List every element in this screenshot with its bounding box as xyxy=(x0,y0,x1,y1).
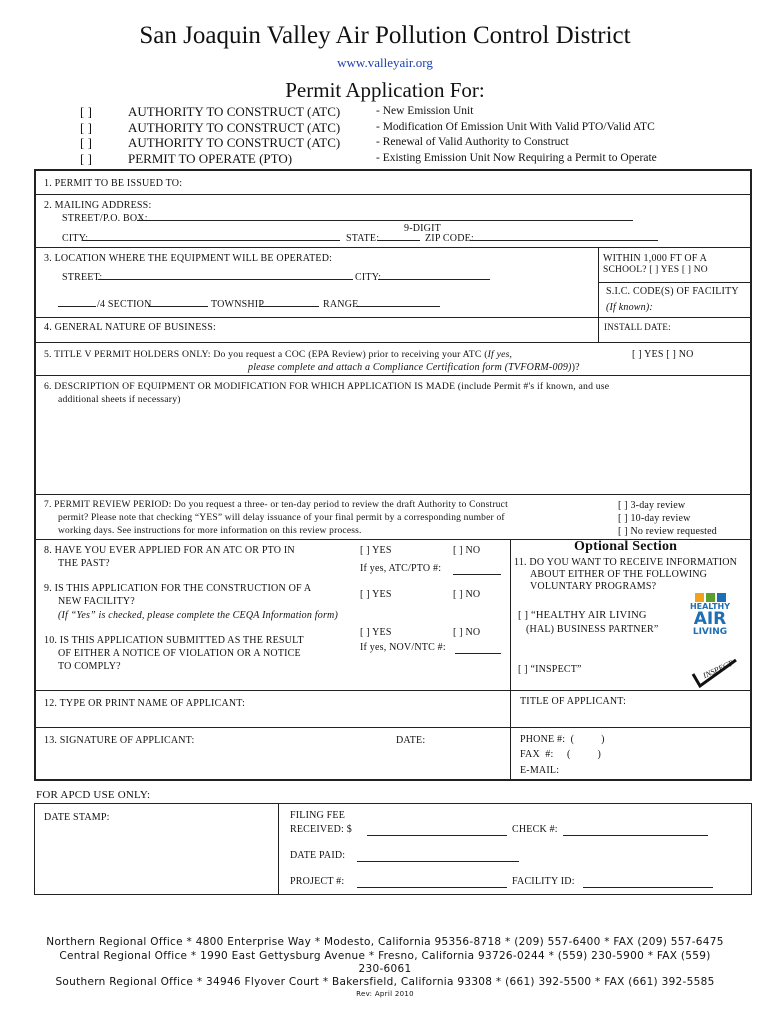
s4-install-date: INSTALL DATE: xyxy=(604,322,671,332)
s7-opt-3day[interactable]: [ ] 3-day review xyxy=(618,500,686,511)
s8-yes[interactable]: [ ] YES xyxy=(360,545,392,556)
apcd-box xyxy=(34,803,752,895)
optional-line1: 11. DO YOU WANT TO RECEIVE INFORMATION xyxy=(514,557,738,568)
s4-label: 4. GENERAL NATURE OF BUSINESS: xyxy=(44,322,217,333)
apcd-date-paid-field[interactable] xyxy=(357,861,519,862)
apcd-project: PROJECT #: xyxy=(290,876,345,887)
s2-state-label: STATE: xyxy=(346,233,380,244)
s10-if-yes: If yes, NOV/NTC #: xyxy=(360,642,446,653)
s3-city-label: CITY: xyxy=(355,272,382,283)
s2-zip-label: ZIP CODE: xyxy=(425,233,474,244)
app-type-row[interactable] xyxy=(80,104,657,120)
s13-phone[interactable]: PHONE #: ( ) xyxy=(520,734,605,745)
district-title: San Joaquin Valley Air Pollution Control District xyxy=(139,22,631,49)
s2-street-label: STREET/P.O. BOX: xyxy=(62,213,148,224)
s3-section-field[interactable] xyxy=(148,306,208,307)
s3-city-field[interactable] xyxy=(378,279,490,280)
s3-range-label: RANGE xyxy=(323,299,359,310)
s7-opt-10day[interactable]: [ ] 10-day review xyxy=(618,513,691,524)
s3-street-field[interactable] xyxy=(98,279,353,280)
optional-hal-checkbox[interactable]: [ ] “HEALTHY AIR LIVING xyxy=(518,610,647,621)
website-link[interactable]: www.valleyair.org xyxy=(337,55,433,70)
s10-line2: OF EITHER A NOTICE OF VIOLATION OR A NOTICE xyxy=(58,648,301,659)
app-type-name: AUTHORITY TO CONSTRUCT (ATC) xyxy=(128,119,341,135)
healthy-air-living-logo xyxy=(686,593,734,645)
s6-description-area[interactable] xyxy=(40,410,746,490)
s10-line1: 10. IS THIS APPLICATION SUBMITTED AS THE RESULT xyxy=(44,635,304,646)
app-type-name: AUTHORITY TO CONSTRUCT (ATC) xyxy=(128,104,341,119)
s7-line2: permit? Please note that checking “YES” will delay issuance of your final permit by a corresponding number of xyxy=(58,513,505,523)
s3-range-field[interactable] xyxy=(356,306,440,307)
apcd-received-field[interactable] xyxy=(367,835,507,836)
logo-icons xyxy=(686,593,734,602)
s3-quarter-field[interactable] xyxy=(58,306,96,307)
s9-note: (If “Yes” is checked, please complete the CEQA Information form) xyxy=(58,610,338,621)
s9-no[interactable]: [ ] NO xyxy=(453,589,481,600)
s6-line1: 6. DESCRIPTION OF EQUIPMENT OR MODIFICATION FOR WHICH APPLICATION IS MADE (include Permit #'s if known, and use xyxy=(44,381,610,392)
app-type-name: PERMIT TO OPERATE (PTO) xyxy=(128,150,293,166)
s5-label xyxy=(44,349,512,360)
s3-township-label: TOWNSHIP xyxy=(211,299,265,310)
checkbox-bracket[interactable]: [ ] xyxy=(80,119,92,135)
s8-atc-number-field[interactable] xyxy=(453,574,501,575)
permit-heading: Permit Application For: xyxy=(285,78,485,102)
s2-zip-top: 9-DIGIT xyxy=(404,223,441,234)
inspect-logo-text: INSPECT xyxy=(701,658,734,681)
s3-township-field[interactable] xyxy=(259,306,319,307)
s3-school-yes-no[interactable]: SCHOOL? [ ] YES [ ] NO xyxy=(603,265,708,275)
s13-label: 13. SIGNATURE OF APPLICANT: xyxy=(44,735,195,746)
s8-line1: 8. HAVE YOU EVER APPLIED FOR AN ATC OR PTO IN xyxy=(44,545,295,556)
inspect-logo xyxy=(690,656,740,690)
s1-label: 1. PERMIT TO BE ISSUED TO: xyxy=(44,178,183,189)
footer-south: Southern Regional Office * 34946 Flyover Court * Bakersfield, California 93308 * (661) 392-5500 * FAX (661) 392-5585 xyxy=(55,976,715,988)
apcd-check: CHECK #: xyxy=(512,824,558,835)
s10-nov-number-field[interactable] xyxy=(455,653,501,654)
app-type-desc: - Existing Emission Unit Now Requiring a Permit to Operate xyxy=(376,151,657,164)
s8-line2: THE PAST? xyxy=(58,558,110,569)
s3-label: 3. LOCATION WHERE THE EQUIPMENT WILL BE OPERATED: xyxy=(44,253,333,264)
app-type-desc: - Renewal of Valid Authority to Construct xyxy=(376,136,569,148)
s10-no[interactable]: [ ] NO xyxy=(453,627,481,638)
s7-line1: 7. PERMIT REVIEW PERIOD: Do you request a three- or ten-day period to review the draft Authority to Construct xyxy=(44,500,508,510)
s8-no[interactable]: [ ] NO xyxy=(453,545,481,556)
s6-line2: additional sheets if necessary) xyxy=(58,394,181,405)
apcd-date-stamp: DATE STAMP: xyxy=(44,812,110,823)
application-type-list xyxy=(80,104,657,166)
s13-fax[interactable]: FAX #: ( ) xyxy=(520,749,602,760)
optional-heading: Optional Section xyxy=(574,539,678,554)
logo-living: LIVING xyxy=(692,627,728,637)
logo-air: AIR xyxy=(693,609,727,629)
s2-state-field[interactable] xyxy=(378,240,420,241)
s2-city-field[interactable] xyxy=(82,240,340,241)
s7-line3: working days. See instructions for more information on this review process. xyxy=(58,526,362,536)
s10-line3: TO COMPLY? xyxy=(58,661,121,672)
app-type-row[interactable] xyxy=(80,151,657,167)
s5-label-italic: If yes, xyxy=(487,349,513,360)
apcd-check-field[interactable] xyxy=(563,835,708,836)
sun-icon xyxy=(695,593,704,602)
app-type-desc: - Modification Of Emission Unit With Valid PTO/Valid ATC xyxy=(376,120,655,133)
app-type-name: AUTHORITY TO CONSTRUCT (ATC) xyxy=(128,135,341,150)
s2-label: 2. MAILING ADDRESS: xyxy=(44,200,152,211)
apcd-received: RECEIVED: $ xyxy=(290,824,352,835)
checkbox-bracket[interactable]: [ ] xyxy=(80,104,92,119)
s2-street-field[interactable] xyxy=(137,220,633,221)
footer-rev: Rev: April 2010 xyxy=(356,990,414,998)
footer-north: Northern Regional Office * 4800 Enterprise Way * Modesto, California 95356-8718 * (209) 557-6400 * FAX (209) 557-6475 xyxy=(46,936,724,948)
s3-school-line1: WITHIN 1,000 FT OF A xyxy=(603,253,708,264)
footer-central: Central Regional Office * 1990 East Gettysburg Avenue * Fresno, California 93726-0244 * (559) 230-5900 * FAX (559) xyxy=(59,950,711,962)
optional-inspect-checkbox[interactable]: [ ] “INSPECT” xyxy=(518,664,582,675)
s5-line2-text: please complete and attach a Compliance Certification form (TVFORM-009) xyxy=(248,362,572,373)
optional-line3: VOLUNTARY PROGRAMS? xyxy=(530,581,657,592)
app-type-row[interactable] xyxy=(80,120,657,136)
s7-opt-none[interactable]: [ ] No review requested xyxy=(618,526,718,537)
s5-yes-no[interactable]: [ ] YES [ ] NO xyxy=(632,349,694,360)
app-type-desc: - New Emission Unit xyxy=(376,105,474,117)
apcd-heading: FOR APCD USE ONLY: xyxy=(36,789,151,801)
apcd-project-field[interactable] xyxy=(357,887,507,888)
app-type-row[interactable] xyxy=(80,135,657,151)
s9-yes[interactable]: [ ] YES xyxy=(360,589,392,600)
s3-sic-line2: (If known): xyxy=(606,302,653,313)
s2-city-label: CITY: xyxy=(62,233,89,244)
s5-line2-end: )? xyxy=(571,362,580,373)
apcd-date-paid: DATE PAID: xyxy=(290,850,346,861)
optional-line2: ABOUT EITHER OF THE FOLLOWING xyxy=(530,569,708,580)
s13-date-label: DATE: xyxy=(396,735,426,746)
apcd-filing-fee: FILING FEE xyxy=(290,810,346,821)
s9-line1: 9. IS THIS APPLICATION FOR THE CONSTRUCTION OF A xyxy=(44,583,312,594)
s5-label-text: 5. TITLE V PERMIT HOLDERS ONLY: Do you request a COC (EPA Review) prior to receiving your ATC ( xyxy=(44,349,488,360)
checkbox-bracket[interactable]: [ ] xyxy=(80,150,92,166)
s12-title-label: TITLE OF APPLICANT: xyxy=(520,696,627,707)
s3-street-label: STREET: xyxy=(62,272,103,283)
apcd-facility-field[interactable] xyxy=(583,887,713,888)
s3-section-label: /4 SECTION xyxy=(97,299,152,310)
logo-healthy: HEALTHY xyxy=(689,602,731,611)
s2-zip-field[interactable] xyxy=(470,240,658,241)
drop-icon xyxy=(717,593,726,602)
checkbox-bracket[interactable]: [ ] xyxy=(80,135,92,150)
leaf-icon xyxy=(706,593,715,602)
footer-central-fax: 230-6061 xyxy=(358,963,412,975)
apcd-facility: FACILITY ID: xyxy=(512,876,575,887)
s13-email[interactable]: E-MAIL: xyxy=(520,765,560,776)
optional-hal-line2: (HAL) BUSINESS PARTNER” xyxy=(526,624,659,635)
s10-yes[interactable]: [ ] YES xyxy=(360,627,392,638)
s8-if-yes: If yes, ATC/PTO #: xyxy=(360,563,442,574)
s5-line2 xyxy=(248,362,580,373)
s12-label: 12. TYPE OR PRINT NAME OF APPLICANT: xyxy=(44,698,246,709)
s3-sic-line1: S.I.C. CODE(S) OF FACILITY xyxy=(606,286,739,297)
s9-line2: NEW FACILITY? xyxy=(58,596,135,607)
